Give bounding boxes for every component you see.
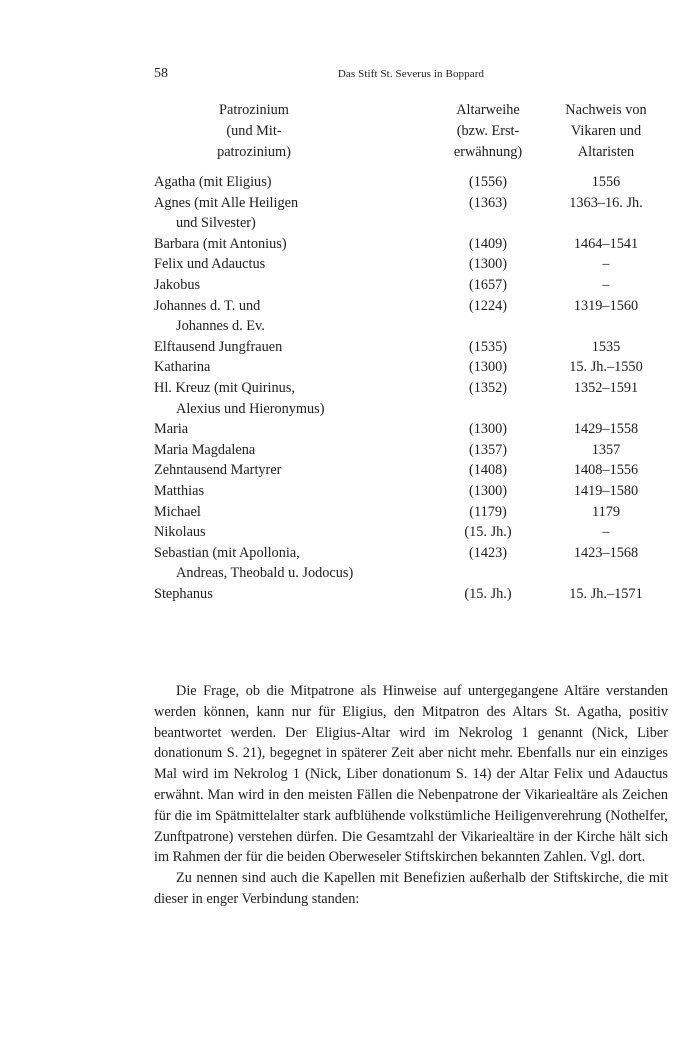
table-row [154,172,668,193]
nachweis-cell: 1179 [591,503,621,520]
patrozinium-line: Sebastian (mit Apollonia, [154,544,300,561]
table-row [154,275,668,296]
patrozinium-line: Maria Magdalena [154,441,256,458]
nachweis-cell: 1419–1580 [573,482,639,499]
paragraph: Zu nennen sind auch die Kapellen mit Benefizien außerhalb der Stiftskirche, die mit dieser in enger Verbindung standen: [154,870,668,907]
table-row [154,419,668,440]
table-row [154,543,668,584]
nachweis-cell: – [602,524,610,541]
altarweihe-cell: (1409) [468,235,508,252]
nachweis-cell: 1535 [591,338,621,355]
header-nachweis: Nachweis von Vikaren und Altaristen [565,102,647,160]
altarweihe-cell: (1357) [468,441,508,458]
patrozinium-line: und Silvester) [176,215,256,232]
nachweis-cell: 1319–1560 [573,297,639,314]
patrozinium-cell [154,254,434,275]
table-row [154,440,668,461]
patrozinium-line: Agnes (mit Alle Heiligen [154,194,299,211]
table-row [154,378,668,419]
altarweihe-cell: (1657) [468,276,508,293]
nachweis-cell: 1464–1541 [573,235,639,252]
altarweihe-cell: (1423) [468,544,508,561]
table-body [154,172,668,604]
nachweis-cell: 1352–1591 [573,379,639,396]
patrozinium-line: Zehntausend Martyrer [154,462,282,479]
nachweis-cell: 15. Jh.–1550 [569,359,643,376]
nachweis-cell: 1357 [591,441,621,458]
table-row [154,584,668,605]
table-row [154,481,668,502]
patrozinium-line: Jakobus [154,276,201,293]
patrozinium-line: Stephanus [154,585,213,602]
altarweihe-cell: (15. Jh.) [464,524,512,541]
patrozinium-cell [154,337,434,358]
patrozinium-cell [154,502,434,523]
patrozinium-cell [154,275,434,296]
nachweis-cell: – [602,276,610,293]
patrozinium-cell [154,584,434,605]
table-header [154,100,668,172]
nachweis-cell: 1363–16. Jh. [569,194,643,211]
patrozinium-line: Nikolaus [154,524,206,541]
nachweis-cell: 15. Jh.–1571 [569,585,643,602]
patrozinium-cell [154,460,434,481]
altar-table [154,100,668,604]
patrozinium-cell [154,543,434,584]
patrozinium-cell [154,378,434,419]
running-title: Das Stift St. Severus in Boppard [337,68,485,80]
altarweihe-cell: (1300) [468,482,508,499]
patrozinium-line: Hl. Kreuz (mit Quirinus, [154,379,295,396]
table-row [154,234,668,255]
table-row [154,296,668,337]
altarweihe-cell: (1352) [468,379,508,396]
running-head [154,66,668,84]
patrozinium-line: Barbara (mit Antonius) [154,235,287,252]
altarweihe-cell: (1179) [469,503,507,520]
altarweihe-cell: (1300) [468,256,508,273]
nachweis-cell: 1423–1568 [573,544,639,561]
patrozinium-cell [154,296,434,337]
nachweis-cell: 1429–1558 [573,421,639,438]
patrozinium-cell [154,234,434,255]
patrozinium-line: Katharina [154,359,211,376]
patrozinium-line: Elftausend Jungfrauen [154,338,283,355]
patrozinium-cell [154,419,434,440]
table-row [154,502,668,523]
patrozinium-cell [154,440,434,461]
table-row [154,460,668,481]
altarweihe-cell: (1363) [468,194,508,211]
altarweihe-cell: (1556) [468,174,508,190]
patrozinium-line: Andreas, Theobald u. Jodocus) [176,565,354,582]
nachweis-cell: – [602,256,610,273]
patrozinium-line: Agatha (mit Eligius) [154,174,272,190]
patrozinium-cell [154,481,434,502]
patrozinium-line: Johannes d. T. und [154,297,261,314]
table-row [154,522,668,543]
patrozinium-cell [154,172,434,193]
patrozinium-cell [154,193,434,234]
body-text [154,681,668,910]
patrozinium-cell [154,522,434,543]
table-row [154,357,668,378]
patrozinium-line: Alexius und Hieronymus) [176,400,325,417]
patrozinium-line: Felix und Adauctus [154,256,266,273]
altarweihe-cell: (1408) [468,462,508,479]
table-row [154,193,668,234]
table-row [154,337,668,358]
page-number: 58 [154,66,168,81]
table-row [154,254,668,275]
patrozinium-line: Michael [154,503,201,520]
patrozinium-line: Matthias [154,482,205,499]
altarweihe-cell: (15. Jh.) [464,585,512,602]
altarweihe-cell: (1224) [468,297,508,314]
altarweihe-cell: (1300) [468,359,508,376]
altarweihe-cell: (1300) [468,421,508,438]
patrozinium-line: Maria [154,421,189,438]
nachweis-cell: 1556 [591,174,621,190]
altarweihe-cell: (1535) [468,338,508,355]
paragraph: Die Frage, ob die Mitpatrone als Hinweise auf untergegangene Altäre verstanden werden können, kann nur für Eligius, den Mitpatron des Altars St. Agatha, positiv beantwortet werden. Der Eligius-Altar wird im Nekrolog 1 genannt (Nick, Liber donationum S. 21), begegnet in späterer Zeit aber nicht mehr. Ebenfalls nur ein einziges Mal wird im Nekrolog 1 (Nick, Liber donationum S. 14) der Altar Felix und Adauctus erwähnt. Man wird in den meisten Fällen die Nebenpatrone der Vikariealtäre als Zeichen für die im Spätmittelalter stark aufblühende volkstümliche Heiligenverehrung (Nothelfer, Zunftpatrone) verstehen dürfen. Die Gesamtzahl der Vikariealtäre in der Kirche hält sich im Rahmen der für die beiden Oberweseler Stiftskirchen bekannten Zahlen. Vgl. dort. [154,683,668,866]
patrozinium-cell [154,357,434,378]
patrozinium-line: Johannes d. Ev. [176,318,265,335]
header-altarweihe: Altarweihe (bzw. Erst- erwähnung) [453,102,523,160]
nachweis-cell: 1408–1556 [573,462,639,479]
header-patrozinium: Patrozinium (und Mit- patrozinium) [217,102,291,160]
